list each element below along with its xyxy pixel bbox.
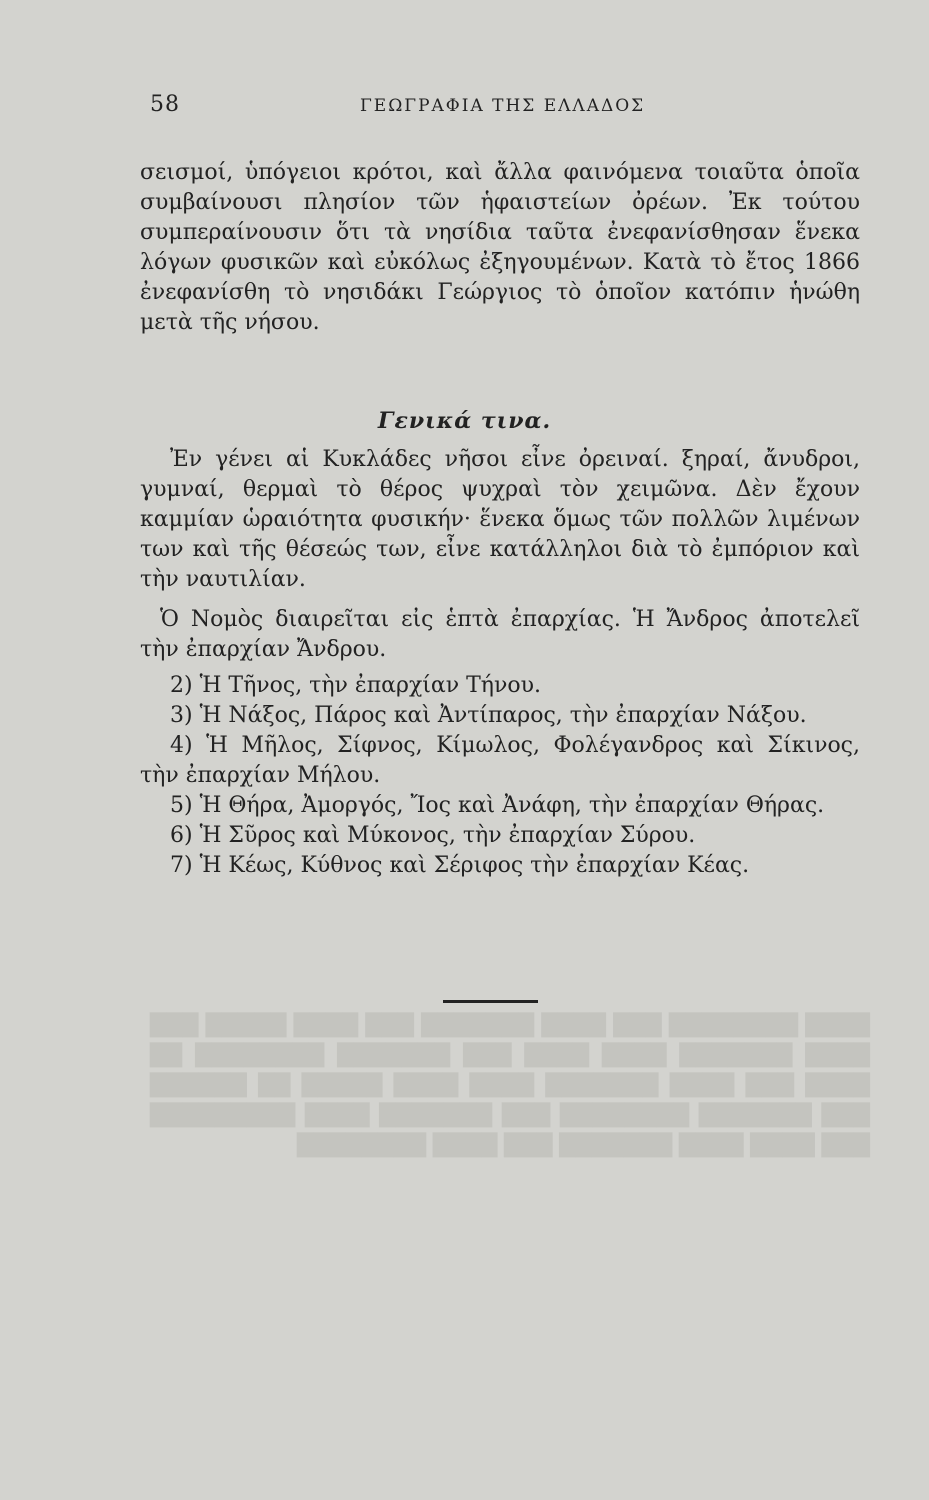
paragraph-cyclades-general: Ἐν γένει αἱ Κυκλάδες νῆσοι εἶνε ὀρειναί. ξηραί, ἄνυδροι, γυμναί, θερμαὶ τὸ θέρος ψυχραὶ τὸν χειμῶνα. Δὲν ἔχουν καμμίαν ὡραιότητα φυσικήν· ἕνεκα ὅμως τῶν πολλῶν λιμένων των καὶ τῆς θέσεώς των, εἶνε κατάλληλοι διὰ τὸ ἐμπόριον καὶ τὴν ναυτιλίαν. <box>140 447 860 592</box>
paragraph-prefecture-division: Ὁ Νομὸς διαιρεῖται εἰς ἑπτὰ ἐπαρχίας. Ἡ Ἄνδρος ἀποτελεῖ τὴν ἐπαρχίαν Ἄνδρου. <box>140 607 860 662</box>
bleed-text-block: ████ ████████ ███ ████ ███████ ███ ████ █████ ███ ████ ███████ ████ ████ ███ ███████ ████████ ██ ████ ███ ████ ███████ ████ ████ █████ ██ ██████ ███ ███████ ████████ ███ ███████ ████ █████████ ███ ████ ████ ███████ ███ ████ ████████ <box>150 1013 870 1157</box>
list-item: 5) Ἡ Θήρα, Ἀμοργός, Ἴος καὶ Ἀνάφη, τὴν ἐπαρχίαν Θήρας. <box>170 793 825 818</box>
page-header <box>150 92 870 122</box>
list-item: 2) Ἡ Τῆνος, τὴν ἐπαρχίαν Τήνου. <box>170 673 541 698</box>
paragraph-volcanic: σεισμοί, ὑπόγειοι κρότοι, καὶ ἄλλα φαινόμενα τοιαῦτα ὁποῖα συμβαίνουσι πλησίον τῶν ἡφαιστείων ὀρέων. Ἐκ τούτου συμπεραίνουσιν ὅτι τὰ νησίδια ταῦτα ἐνεφανίσθησαν ἕνεκα λόγων φυσικῶν καὶ εὐκόλως ἐξηγουμένων. Κατὰ τὸ ἔτος 1866 ἐνεφανίσθη τὸ νησιδάκι Γεώργιος τὸ ὁποῖον κατόπιν ἡνώθη μετὰ τῆς νήσου. <box>140 160 860 335</box>
running-title: ΓΕΩΓΡΑΦΙΑ ΤΗΣ ΕΛΛΑΔΟΣ <box>360 96 646 116</box>
list-item: 7) Ἡ Κέως, Κύθνος καὶ Σέριφος τὴν ἐπαρχίαν Κέας. <box>170 853 750 878</box>
list-item: 4) Ἡ Μῆλος, Σίφνος, Κίμωλος, Φολέγανδρος καὶ Σίκινος, τὴν ἐπαρχίαν Μήλου. <box>140 733 860 788</box>
section-divider-rule <box>443 1000 538 1003</box>
section-heading: Γενικά τινα. <box>377 408 552 434</box>
page-number: 58 <box>150 92 180 117</box>
list-item: 3) Ἡ Νάξος, Πάρος καὶ Ἀντίπαρος, τὴν ἐπαρχίαν Νάξου. <box>170 703 807 728</box>
provinces-list <box>140 671 860 881</box>
list-item: 6) Ἡ Σῦρος καὶ Μύκονος, τὴν ἐπαρχίαν Σύρου. <box>170 823 696 848</box>
